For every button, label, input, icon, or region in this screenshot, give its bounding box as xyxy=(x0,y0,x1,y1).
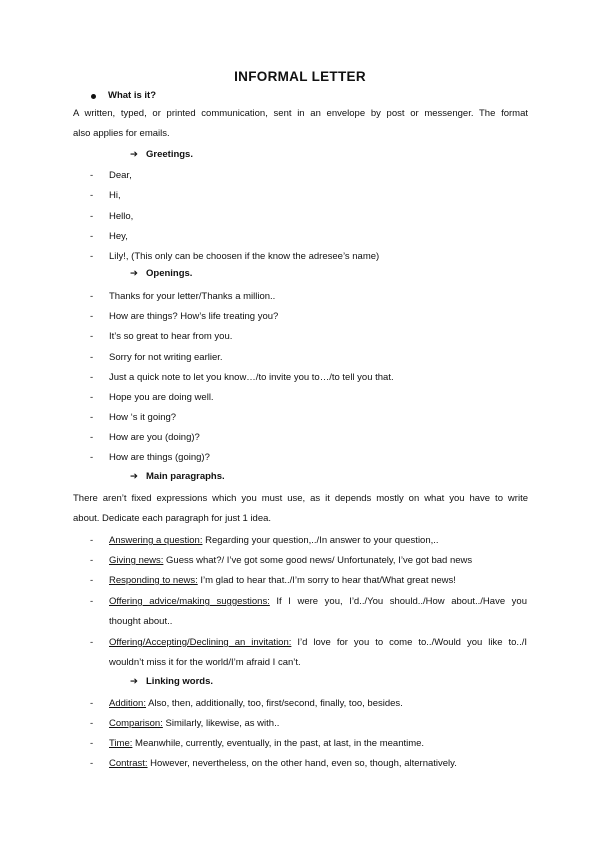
openings-heading: Openings. xyxy=(146,268,193,279)
greeting-item: Hi, xyxy=(109,190,121,201)
item-label: Addition: xyxy=(109,698,146,709)
main-paragraph-item xyxy=(109,637,527,649)
greeting-item: Dear, xyxy=(109,170,132,181)
item-text: Guess what?/ I’ve got some good news/ Unfortunately, I’ve got bad news xyxy=(163,555,473,566)
opening-item: Thanks for your letter/Thanks a million.. xyxy=(109,291,276,302)
bullet-icon xyxy=(91,94,96,99)
item-label: Answering a question: xyxy=(109,535,203,546)
item-text: However, nevertheless, on the other hand, even so, though, alternatively. xyxy=(147,758,457,769)
item-label: Contrast: xyxy=(109,758,148,769)
dash-icon: - xyxy=(90,738,94,749)
linking-item xyxy=(109,738,424,750)
item-label: Offering/Accepting/Declining an invitation: xyxy=(109,637,292,648)
greeting-item: Hey, xyxy=(109,231,128,242)
dash-icon: - xyxy=(90,291,94,302)
opening-item: Just a quick note to let you know…/to invite you to…/to tell you that. xyxy=(109,372,394,383)
linking-item xyxy=(109,718,279,730)
dash-icon: - xyxy=(90,535,94,546)
item-text: Regarding your question,../In answer to your question,.. xyxy=(202,535,439,546)
dash-icon: - xyxy=(90,331,94,342)
opening-item: How ‘s it going? xyxy=(109,412,177,423)
dash-icon: - xyxy=(90,372,94,383)
dash-icon: - xyxy=(90,596,94,607)
opening-item: How are you (doing)? xyxy=(109,432,200,443)
dash-icon: - xyxy=(90,575,94,586)
dash-icon: - xyxy=(90,555,94,566)
item-label: Offering advice/making suggestions: xyxy=(109,596,270,607)
item-continuation: thought about.. xyxy=(109,616,173,627)
dash-icon: - xyxy=(90,311,94,322)
dash-icon: - xyxy=(90,170,94,181)
main-paragraph-item xyxy=(109,575,456,587)
definition-line-2: also applies for emails. xyxy=(73,128,170,139)
dash-icon: - xyxy=(90,698,94,709)
opening-item: It’s so great to hear from you. xyxy=(109,331,233,342)
page-title: INFORMAL LETTER xyxy=(234,69,366,84)
dash-icon: - xyxy=(90,392,94,403)
arrow-icon: ➔ xyxy=(130,471,138,482)
main-paragraphs-intro-1: There aren’t fixed expressions which you must use, as it depends mostly on what you have to write xyxy=(73,493,528,504)
item-label: Comparison: xyxy=(109,718,163,729)
opening-item: Sorry for not writing earlier. xyxy=(109,352,223,363)
greeting-item: Hello, xyxy=(109,211,134,222)
main-paragraphs-heading: Main paragraphs. xyxy=(146,471,225,482)
dash-icon: - xyxy=(90,412,94,423)
linking-item xyxy=(109,758,457,770)
linking-words-heading: Linking words. xyxy=(146,676,214,687)
what-is-it-heading: What is it? xyxy=(108,90,157,101)
item-label: Time: xyxy=(109,738,133,749)
greeting-item: Lily!, (This only can be choosen if the know the adresee’s name) xyxy=(109,251,380,262)
main-paragraphs-intro-2: about. Dedicate each paragraph for just 1 idea. xyxy=(73,513,272,524)
dash-icon: - xyxy=(90,637,94,648)
opening-item: How are things? How’s life treating you? xyxy=(109,311,279,322)
dash-icon: - xyxy=(90,718,94,729)
item-text: Meanwhile, currently, eventually, in the past, at last, in the meantime. xyxy=(132,738,425,749)
opening-item: How are things (going)? xyxy=(109,452,210,463)
main-paragraph-item xyxy=(109,596,527,608)
dash-icon: - xyxy=(90,758,94,769)
dash-icon: - xyxy=(90,190,94,201)
definition-line-1: A written, typed, or printed communication, sent in an envelope by post or messenger. The format xyxy=(73,108,528,119)
item-label: Responding to news: xyxy=(109,575,198,586)
arrow-icon: ➔ xyxy=(130,149,138,160)
main-paragraph-item xyxy=(109,535,439,547)
greetings-heading: Greetings. xyxy=(146,149,193,160)
arrow-icon: ➔ xyxy=(130,676,138,687)
dash-icon: - xyxy=(90,352,94,363)
item-text: Also, then, additionally, too, first/second, finally, too, besides. xyxy=(145,698,403,709)
opening-item: Hope you are doing well. xyxy=(109,392,214,403)
item-text: Similarly, likewise, as with.. xyxy=(162,718,280,729)
item-continuation: wouldn’t miss it for the world/I’m afraid I can’t. xyxy=(109,657,301,668)
dash-icon: - xyxy=(90,251,94,262)
dash-icon: - xyxy=(90,211,94,222)
dash-icon: - xyxy=(90,231,94,242)
item-text: I’m glad to hear that../I’m sorry to hear that/What great news! xyxy=(197,575,456,586)
item-label: Giving news: xyxy=(109,555,164,566)
dash-icon: - xyxy=(90,452,94,463)
linking-item xyxy=(109,698,403,710)
main-paragraph-item xyxy=(109,555,472,567)
item-text: I’d love for you to come to../Would you like to../I xyxy=(291,637,527,648)
item-text: If I were you, I’d../You should../How about../Have you xyxy=(269,596,527,607)
dash-icon: - xyxy=(90,432,94,443)
arrow-icon: ➔ xyxy=(130,268,138,279)
